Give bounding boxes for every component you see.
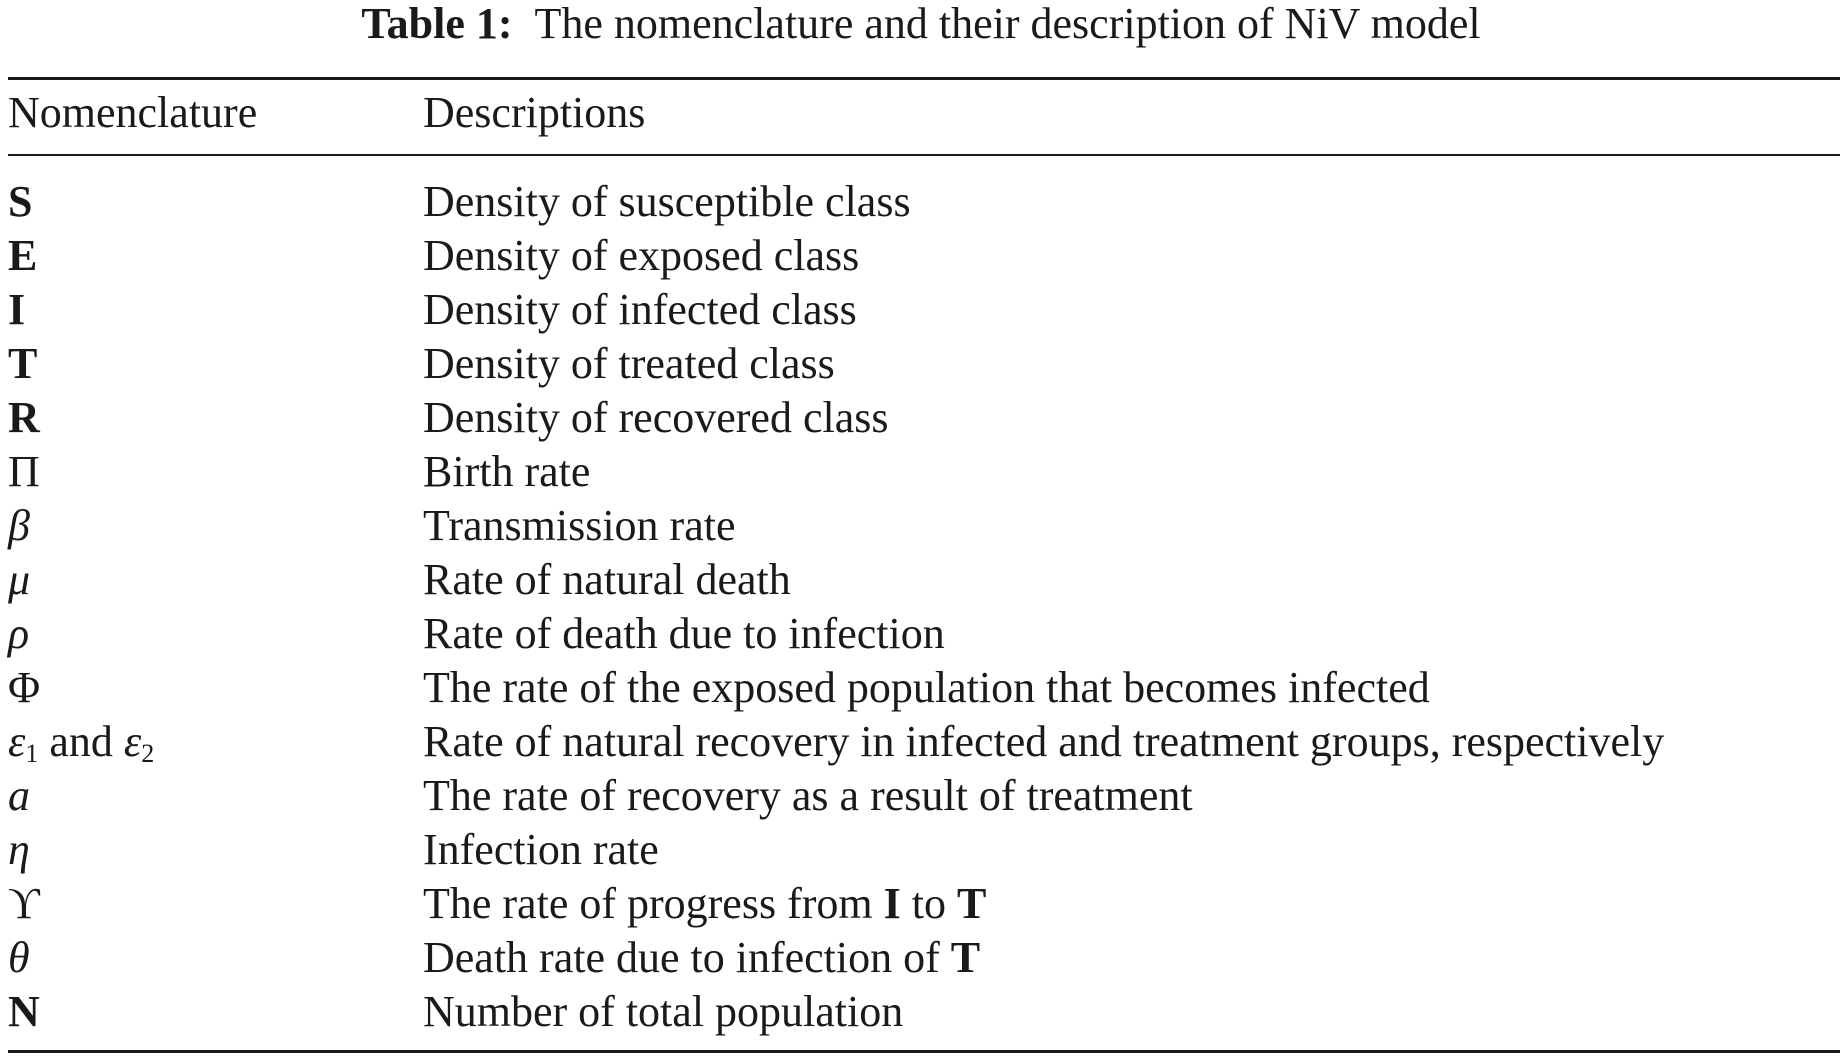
row-description: Birth rate bbox=[423, 447, 591, 496]
row-description: Number of total population bbox=[423, 987, 904, 1036]
row-symbol: β bbox=[8, 501, 30, 550]
row-symbol-subscript-1: 1 bbox=[25, 739, 39, 768]
row-symbol: E bbox=[8, 231, 38, 280]
table-row bbox=[8, 229, 1840, 283]
table-caption bbox=[0, 0, 1842, 48]
row-description: Transmission rate bbox=[423, 501, 736, 550]
row-symbol: Φ bbox=[8, 663, 41, 712]
row-description-bold-T: T bbox=[956, 879, 987, 928]
row-description-bold-T: T bbox=[950, 933, 981, 982]
row-description-text: Death rate due to infection of bbox=[423, 933, 940, 982]
table-row bbox=[8, 175, 1840, 229]
row-symbol: S bbox=[8, 177, 33, 226]
row-description: Rate of death due to infection bbox=[423, 609, 945, 658]
row-description: The rate of the exposed population that becomes infected bbox=[423, 663, 1430, 712]
table-row bbox=[8, 445, 1840, 499]
row-description: Density of susceptible class bbox=[423, 177, 911, 226]
row-symbol: ρ bbox=[8, 609, 30, 658]
table-row bbox=[8, 931, 1840, 985]
row-symbol-epsilon-1: ε bbox=[8, 717, 26, 766]
table-row bbox=[8, 877, 1840, 931]
row-symbol: ϒ bbox=[8, 879, 40, 928]
table-header-rule bbox=[8, 154, 1840, 156]
row-description-text-to: to bbox=[911, 879, 946, 928]
table-row bbox=[8, 607, 1840, 661]
row-symbol: θ bbox=[8, 933, 30, 982]
table-row bbox=[8, 337, 1840, 391]
row-symbol: N bbox=[8, 987, 40, 1036]
row-symbol-subscript-2: 2 bbox=[141, 739, 155, 768]
table-row bbox=[8, 985, 1840, 1039]
row-symbol-joiner: and bbox=[49, 717, 113, 766]
row-description: Rate of natural death bbox=[423, 555, 791, 604]
table-header-row bbox=[8, 86, 1840, 140]
row-description: Rate of natural recovery in infected and treatment groups, respectively bbox=[423, 717, 1665, 766]
table-row bbox=[8, 553, 1840, 607]
row-symbol: Π bbox=[8, 447, 40, 496]
table-caption-text: The nomenclature and their description of NiV model bbox=[534, 0, 1481, 48]
row-symbol: η bbox=[8, 825, 30, 874]
row-symbol: R bbox=[8, 393, 40, 442]
table-row bbox=[8, 391, 1840, 445]
table-row bbox=[8, 715, 1840, 769]
table-row bbox=[8, 283, 1840, 337]
row-description: The rate of recovery as a result of treatment bbox=[423, 771, 1193, 820]
row-description: Infection rate bbox=[423, 825, 659, 874]
table-top-rule bbox=[8, 77, 1840, 80]
row-description: Density of treated class bbox=[423, 339, 835, 388]
row-symbol bbox=[8, 715, 154, 769]
row-symbol: a bbox=[8, 771, 30, 820]
row-description bbox=[423, 931, 980, 985]
row-description-bold-I: I bbox=[883, 879, 901, 928]
row-symbol-epsilon-2: ε bbox=[123, 717, 142, 766]
row-symbol: μ bbox=[8, 555, 31, 604]
table-bottom-rule bbox=[8, 1050, 1840, 1053]
table-row bbox=[8, 661, 1840, 715]
table-caption-label: Table 1: bbox=[361, 0, 513, 48]
table-row bbox=[8, 499, 1840, 553]
row-description: Density of infected class bbox=[423, 285, 857, 334]
row-symbol: I bbox=[8, 285, 26, 334]
header-nomenclature: Nomenclature bbox=[8, 88, 258, 137]
row-description bbox=[423, 877, 986, 931]
row-symbol: T bbox=[8, 339, 38, 388]
table-row bbox=[8, 769, 1840, 823]
row-description-text: The rate of progress from bbox=[423, 879, 873, 928]
table-row bbox=[8, 823, 1840, 877]
row-description: Density of exposed class bbox=[423, 231, 860, 280]
header-descriptions: Descriptions bbox=[423, 88, 646, 137]
row-description: Density of recovered class bbox=[423, 393, 889, 442]
